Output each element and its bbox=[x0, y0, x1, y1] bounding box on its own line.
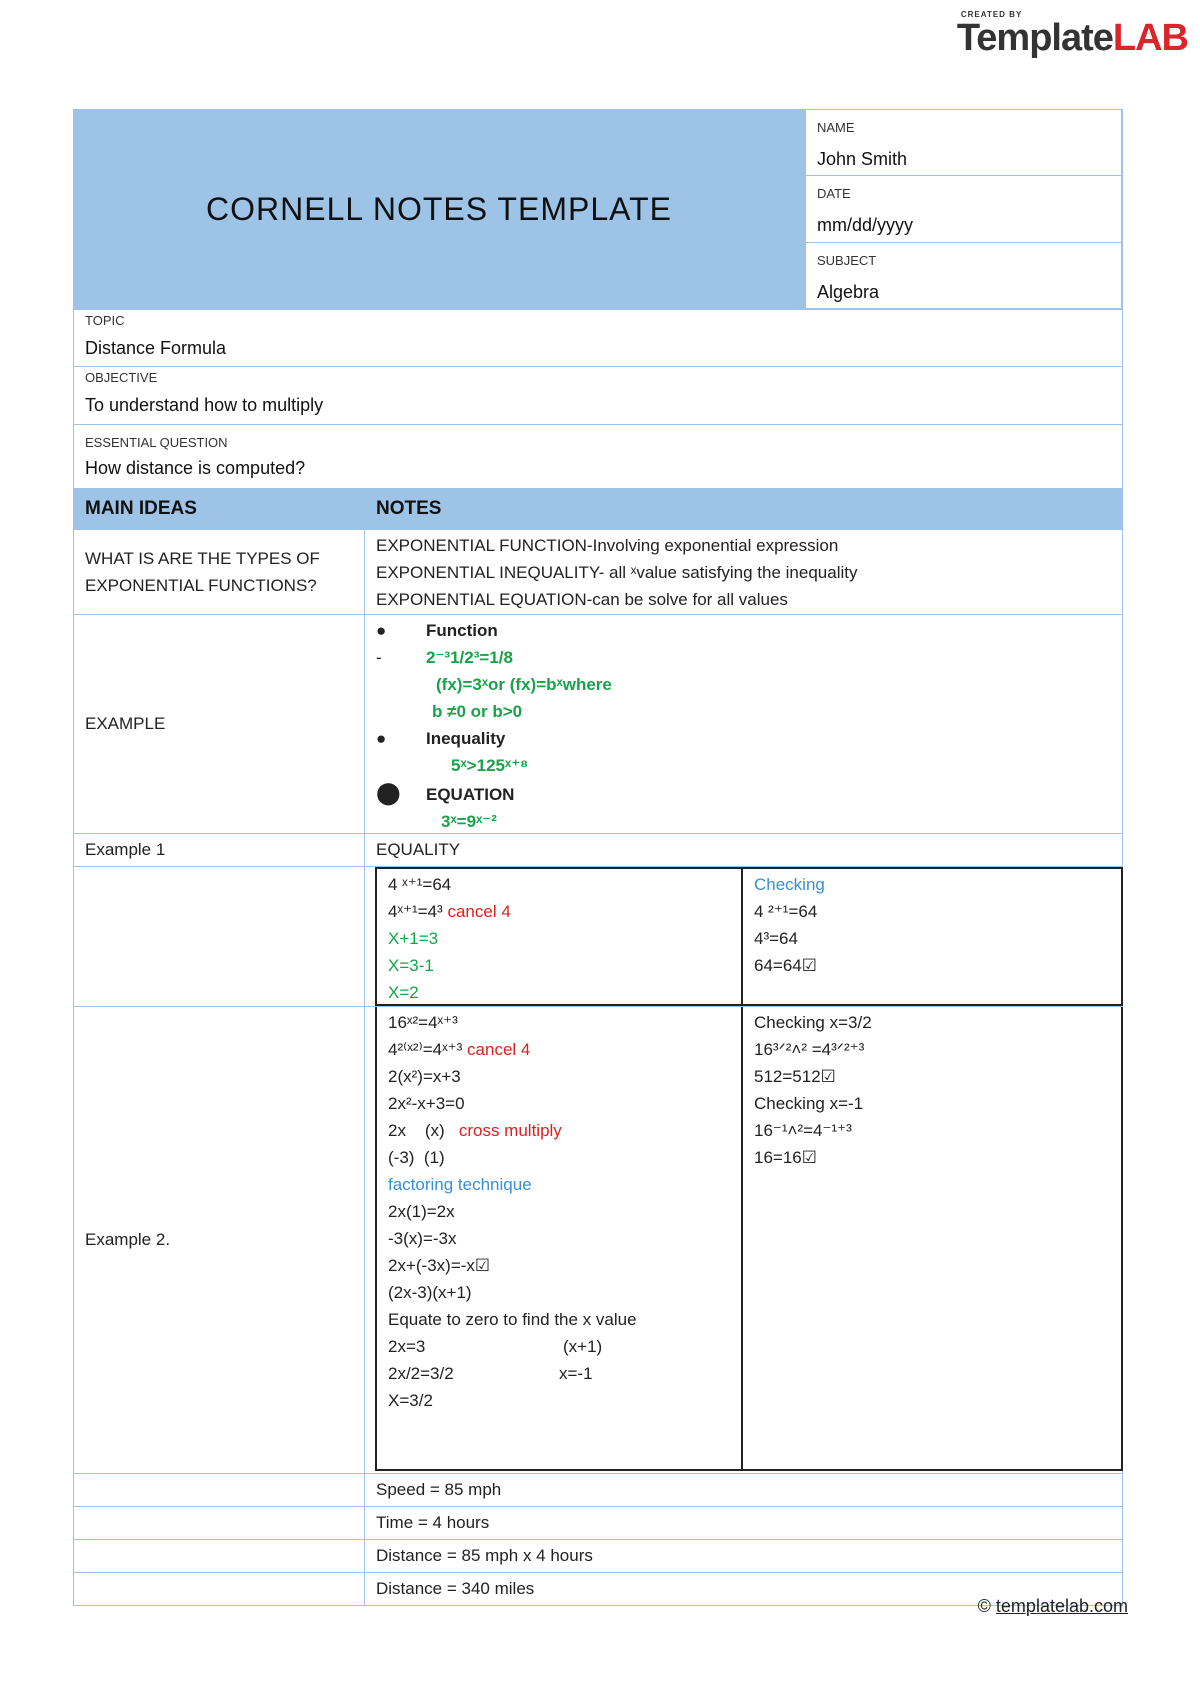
bullet-icon: ● bbox=[376, 621, 387, 640]
example1-work-row bbox=[73, 867, 1123, 1007]
example2-table bbox=[375, 1007, 1123, 1471]
example2-idea: Example 2. bbox=[74, 1007, 365, 1473]
example2-row bbox=[73, 1007, 1123, 1474]
topic-label: TOPIC bbox=[85, 313, 125, 328]
cancel-note: cancel 4 bbox=[447, 902, 511, 921]
date-label: DATE bbox=[817, 186, 851, 202]
objective-label: OBJECTIVE bbox=[85, 370, 158, 385]
distance-blank bbox=[74, 1573, 365, 1605]
distance-blank bbox=[74, 1474, 365, 1506]
function-heading: Function bbox=[426, 621, 498, 640]
types-idea: WHAT IS ARE THE TYPES OF EXPONENTIAL FUNCTIONS? bbox=[74, 530, 365, 614]
equation-line: 3ˣ=9ˣ⁻² bbox=[441, 812, 497, 831]
date-cell[interactable] bbox=[805, 176, 1122, 242]
subject-cell[interactable] bbox=[805, 243, 1122, 308]
work-line: 4²⁽ˣ²⁾=4ˣ⁺³ bbox=[388, 1040, 463, 1059]
subject-label: SUBJECT bbox=[817, 252, 877, 268]
check-line: 16=16☑ bbox=[754, 1148, 817, 1167]
distance-line: Distance = 85 mph x 4 hours bbox=[376, 1546, 593, 1565]
types-row bbox=[73, 530, 1123, 615]
check-line: 64=64☑ bbox=[754, 956, 817, 975]
inequality-line: 5ˣ>125ˣ⁺⁸ bbox=[451, 756, 529, 775]
logo-word-template: Template bbox=[956, 17, 1113, 59]
work-line: 2x/2=3/2 bbox=[388, 1364, 454, 1383]
cornell-sheet bbox=[73, 109, 1123, 1606]
work-line: -3(x)=-3x bbox=[388, 1229, 457, 1248]
cross-multiply-note: cross multiply bbox=[458, 1121, 562, 1140]
logo-word-lab: LAB bbox=[1112, 17, 1188, 59]
distance-row bbox=[73, 1573, 1123, 1606]
example1-work bbox=[365, 867, 1122, 1006]
templatelab-logo bbox=[957, 10, 1188, 57]
work-line: 4ˣ⁺¹=4³ bbox=[388, 902, 443, 921]
copyright-icon: © bbox=[977, 1596, 991, 1616]
work-line: (-3) (1) bbox=[388, 1148, 445, 1167]
example1-solution bbox=[377, 869, 743, 1004]
subject-value: Algebra bbox=[817, 281, 880, 302]
example-row bbox=[73, 615, 1123, 834]
bullet-icon: ● bbox=[376, 729, 387, 748]
check-line: 16³ᐟ²˄² =4³ᐟ²⁺³ bbox=[754, 1040, 865, 1059]
example2-work bbox=[365, 1007, 1122, 1473]
page-title: CORNELL NOTES TEMPLATE bbox=[74, 110, 805, 308]
technique-note: factoring technique bbox=[388, 1175, 532, 1194]
distance-row bbox=[73, 1474, 1123, 1507]
example2-solution bbox=[377, 1007, 743, 1469]
work-line: X=3/2 bbox=[388, 1391, 433, 1410]
distance-blank bbox=[74, 1507, 365, 1539]
distance-blank bbox=[74, 1540, 365, 1572]
example1-table bbox=[375, 867, 1123, 1006]
function-line-2: (fx)=3ˣor (fx)=bˣwhere bbox=[436, 675, 612, 694]
columns-header bbox=[73, 489, 1123, 530]
dash-marker: - bbox=[376, 648, 382, 667]
header-block bbox=[73, 109, 1123, 309]
question-value: How distance is computed? bbox=[85, 458, 306, 478]
equation-heading: EQUATION bbox=[426, 785, 515, 804]
work-line: X+1=3 bbox=[388, 929, 439, 948]
distance-row bbox=[73, 1507, 1123, 1540]
main-ideas-header: MAIN IDEAS bbox=[74, 489, 365, 529]
work-line: 16ˣ²=4ˣ⁺³ bbox=[388, 1013, 458, 1032]
work-line: 2x²-x+3=0 bbox=[388, 1094, 465, 1113]
distance-line: Time = 4 hours bbox=[376, 1513, 490, 1532]
work-line: 2x (x) bbox=[388, 1121, 445, 1140]
objective-value: To understand how to multiply bbox=[85, 395, 324, 415]
work-line: (2x-3)(x+1) bbox=[388, 1283, 472, 1302]
example-notes bbox=[365, 615, 1122, 833]
distance-line: Speed = 85 mph bbox=[376, 1480, 502, 1499]
work-line: Equate to zero to find the x value bbox=[388, 1310, 637, 1329]
work-line: 2x=3 bbox=[388, 1337, 426, 1356]
notes-header: NOTES bbox=[376, 498, 442, 519]
check-line: 512=512☑ bbox=[754, 1067, 836, 1086]
types-notes bbox=[365, 530, 1122, 614]
example1-blank bbox=[74, 867, 365, 1006]
question-label: ESSENTIAL QUESTION bbox=[85, 435, 228, 450]
objective-row[interactable] bbox=[73, 367, 1123, 425]
example1-note: EQUALITY bbox=[376, 840, 461, 859]
inequality-heading: Inequality bbox=[426, 729, 506, 748]
work-line: 2(x²)=x+3 bbox=[388, 1067, 461, 1086]
bullet-icon: ⬤ bbox=[376, 780, 401, 805]
footer-credit bbox=[978, 1596, 1128, 1617]
check-line: 4³=64 bbox=[754, 929, 798, 948]
work-line-col2: x=-1 bbox=[559, 1364, 593, 1383]
function-line-1: 2⁻³1/2³=1/8 bbox=[426, 648, 513, 667]
footer-link[interactable]: templatelab.com bbox=[995, 1596, 1128, 1616]
question-row[interactable] bbox=[73, 425, 1123, 489]
example-idea: EXAMPLE bbox=[74, 615, 365, 833]
topic-row[interactable] bbox=[73, 309, 1123, 367]
name-cell[interactable] bbox=[805, 110, 1122, 176]
types-note: EXPONENTIAL FUNCTION-Involving exponential expression bbox=[376, 536, 839, 555]
logo-created-by: CREATED BY bbox=[960, 10, 1023, 19]
check-line: Checking x=-1 bbox=[754, 1094, 864, 1113]
topic-value: Distance Formula bbox=[85, 338, 227, 358]
work-line: X=3-1 bbox=[388, 956, 434, 975]
distance-row bbox=[73, 1540, 1123, 1573]
name-value: John Smith bbox=[817, 149, 908, 169]
types-note: EXPONENTIAL EQUATION-can be solve for all values bbox=[376, 590, 788, 609]
date-value: mm/dd/yyyy bbox=[817, 215, 914, 236]
meta-fields bbox=[805, 110, 1122, 308]
check-line: Checking x=3/2 bbox=[754, 1013, 872, 1032]
types-note: EXPONENTIAL INEQUALITY- all ˣvalue satisfying the inequality bbox=[376, 563, 858, 582]
function-line-3: b ≠0 or b>0 bbox=[432, 702, 523, 721]
example1-checking bbox=[743, 869, 1121, 1004]
example1-header-row bbox=[73, 834, 1123, 867]
name-label: NAME bbox=[817, 120, 855, 135]
work-line-col2: (x+1) bbox=[563, 1337, 603, 1356]
checking-heading: Checking bbox=[754, 875, 825, 894]
work-line: X=2 bbox=[388, 983, 419, 1002]
work-line: 2x(1)=2x bbox=[388, 1202, 455, 1221]
work-line: 4 ˣ⁺¹=64 bbox=[388, 875, 452, 894]
check-line: 16⁻¹˄²=4⁻¹⁺³ bbox=[754, 1121, 852, 1140]
example1-idea: Example 1 bbox=[74, 834, 365, 866]
example2-checking bbox=[743, 1007, 1121, 1469]
work-line: 2x+(-3x)=-x☑ bbox=[388, 1256, 491, 1275]
cancel-note: cancel 4 bbox=[467, 1040, 531, 1059]
check-line: 4 ²⁺¹=64 bbox=[754, 902, 818, 921]
distance-line: Distance = 340 miles bbox=[376, 1579, 535, 1598]
